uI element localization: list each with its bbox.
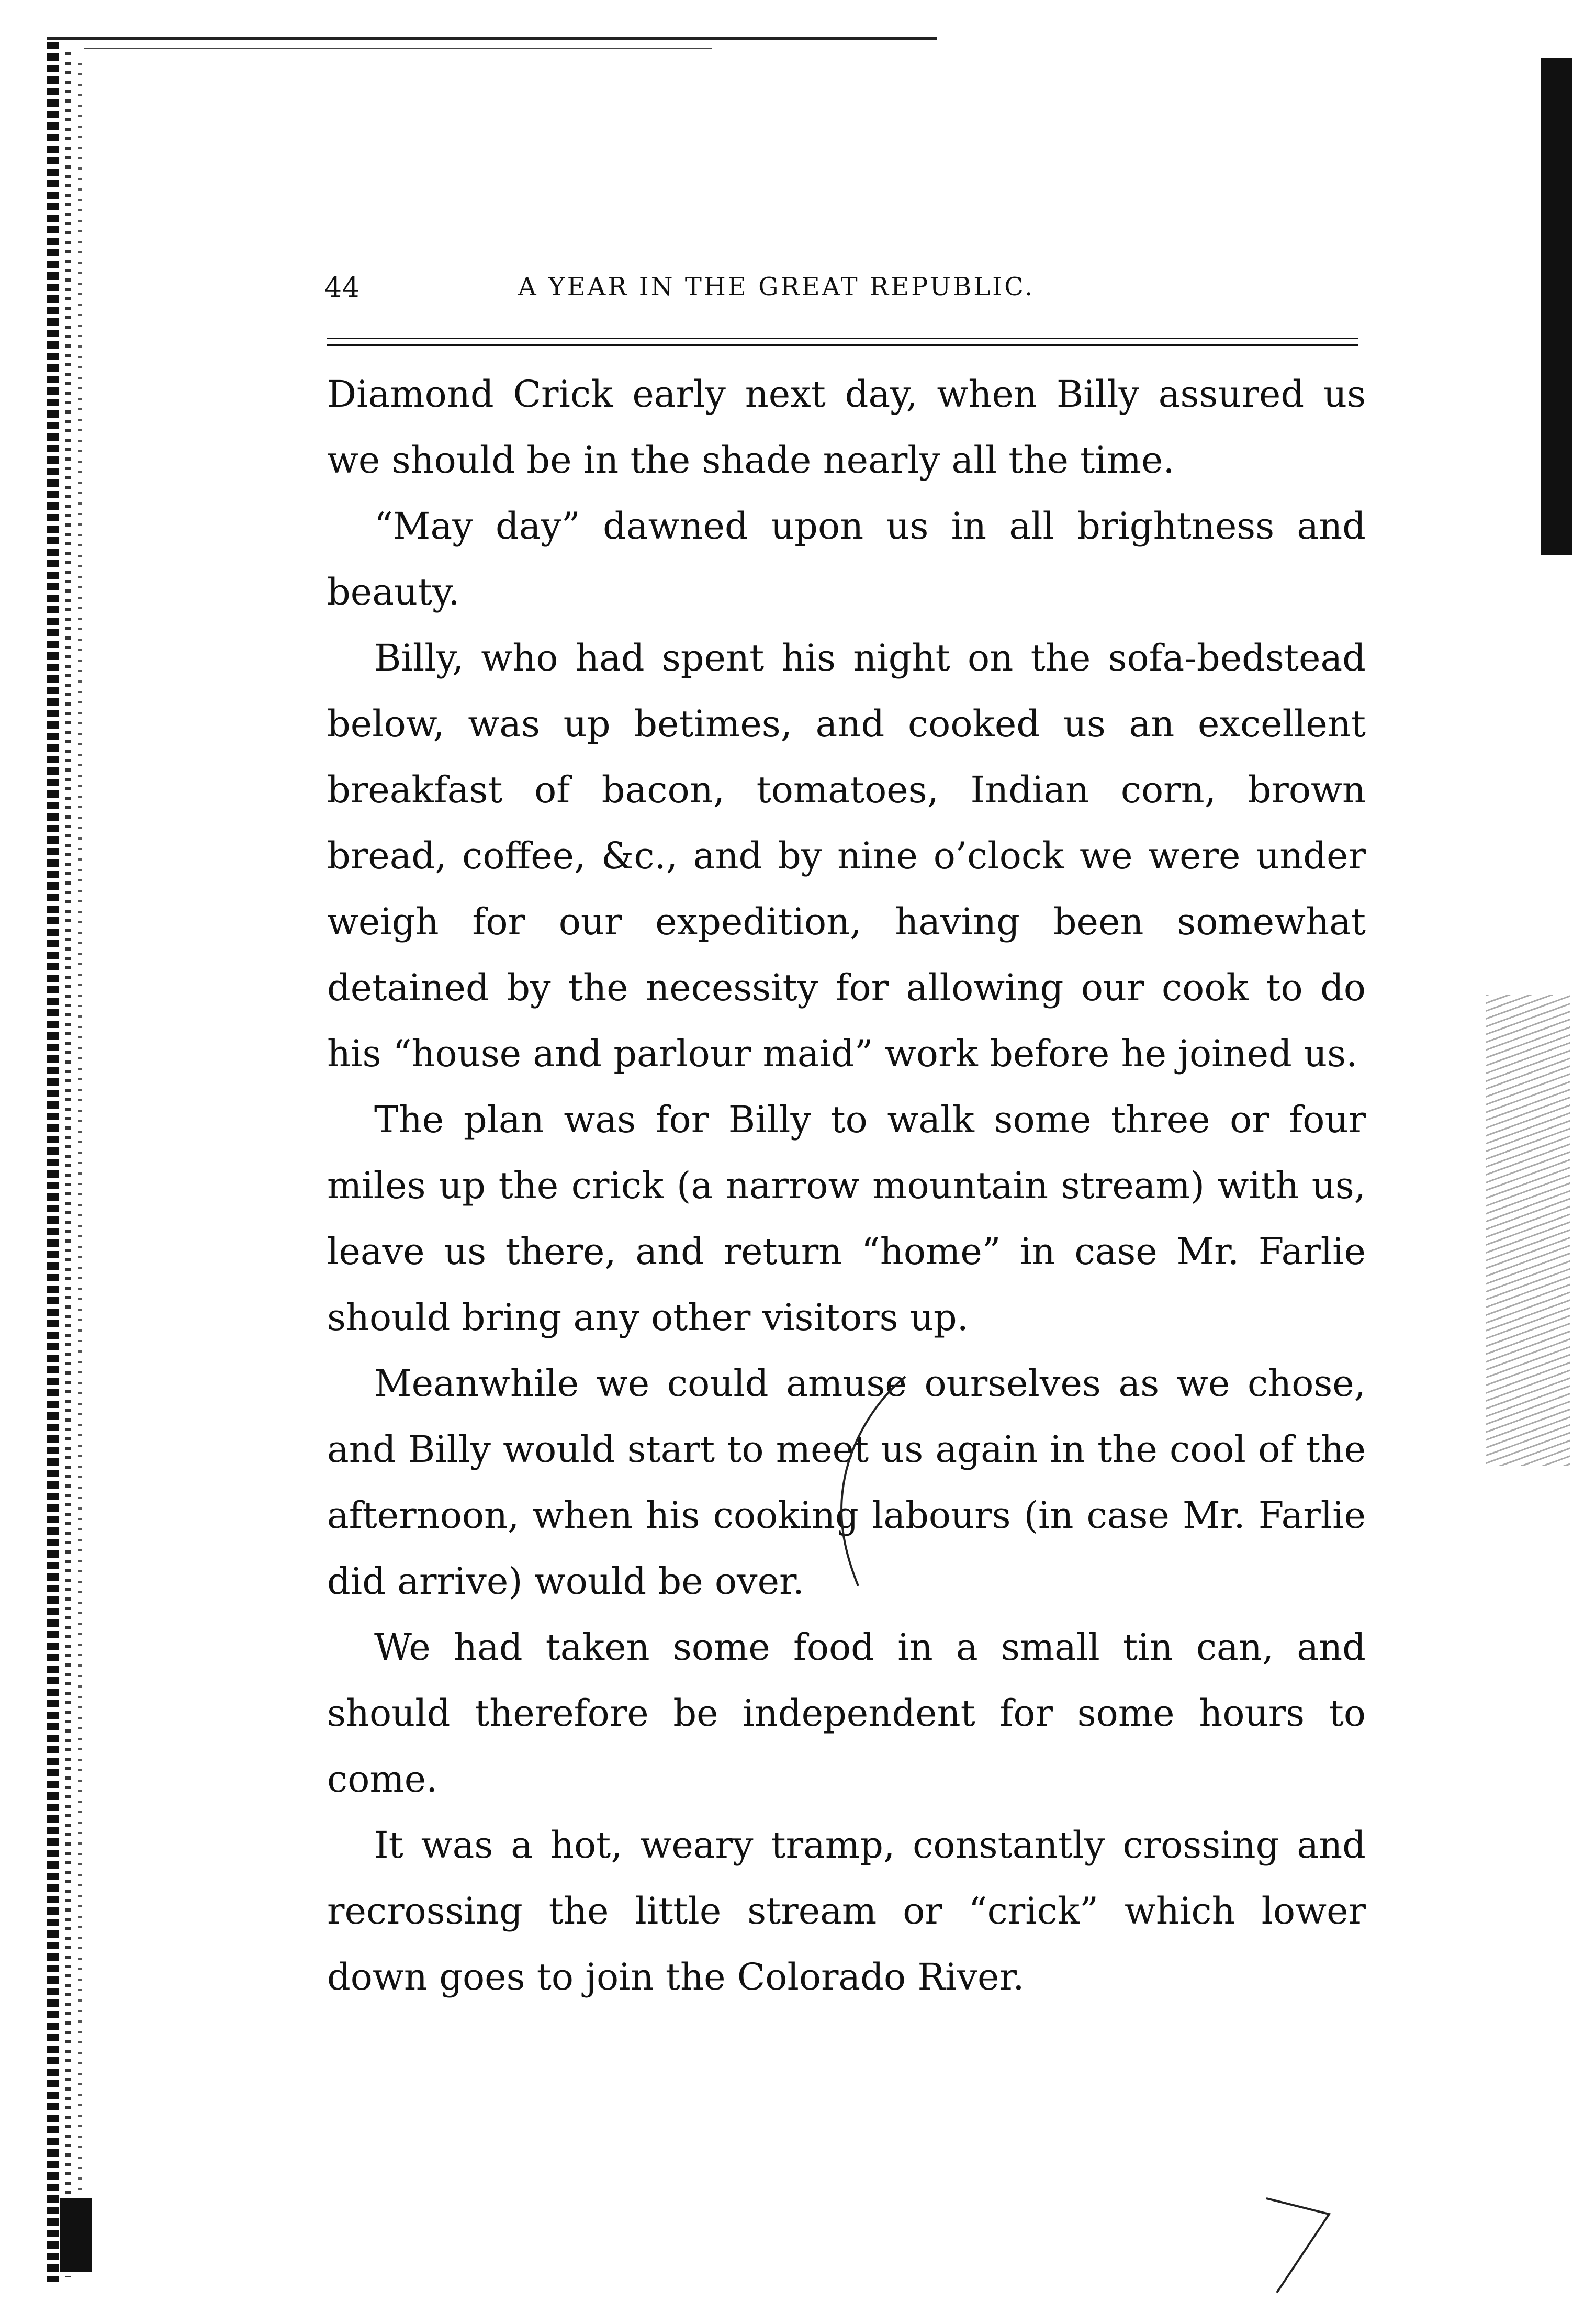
paragraph: The plan was for Billy to walk some three or four miles up the crick (a narrow mountain stream) with us, leave us there, and return “home” in case Mr. Farlie should bring any other visitors up. [327,1098,1366,1339]
paragraph: Meanwhile we could amuse ourselves as we chose, and Billy would start to meet us again in the cool of the afternoon, when his cooking labours (in case Mr. Farlie did arrive) would be over. [327,1362,1366,1603]
paragraph: Billy, who had spent his night on the sofa-bedstead below, was up betimes, and cooked us an excellent breakfast of bacon, tomatoes, Indian corn, brown bread, coffee, &c., and by nine o’clock we were under weigh for our expedition, having been somewhat detained by the necessity for allowing our cook to do his “house and parlour maid” work before he joined us. [327,636,1366,1075]
page-body [327,361,1366,2010]
page-number: 44 [324,272,361,304]
paragraph-continued: Diamond Crick early next day, when Billy assured us we should be in the shade nearly all the time. [327,373,1366,482]
running-head [324,272,1366,309]
scan-left-binding-edge [47,42,59,2282]
scan-top-rule [47,37,937,40]
scan-top-rule-secondary [84,48,712,49]
scan-left-binding-edge-faint [78,63,82,2261]
scan-right-speckle [1486,995,1570,1466]
paragraph: “May day” dawned upon us in all brightness and beauty. [327,505,1366,613]
pencil-stroke-mark [827,1371,911,1591]
scan-right-dark-edge [1541,58,1572,555]
pencil-corner-mark [1256,2188,1340,2303]
paragraph: We had taken some food in a small tin can, and should therefore be independent for some hours to come. [327,1626,1366,1801]
running-head-rule [327,338,1358,346]
running-head-title: A YEAR IN THE GREAT REPUBLIC. [518,272,1035,301]
paragraph: It was a hot, weary tramp, constantly crossing and recrossing the little stream or “crick” which lower down goes to join the Colorado River. [327,1824,1366,1998]
scan-left-binding-edge-inner [65,52,71,2277]
scan-bottom-left-mark [60,2198,92,2272]
